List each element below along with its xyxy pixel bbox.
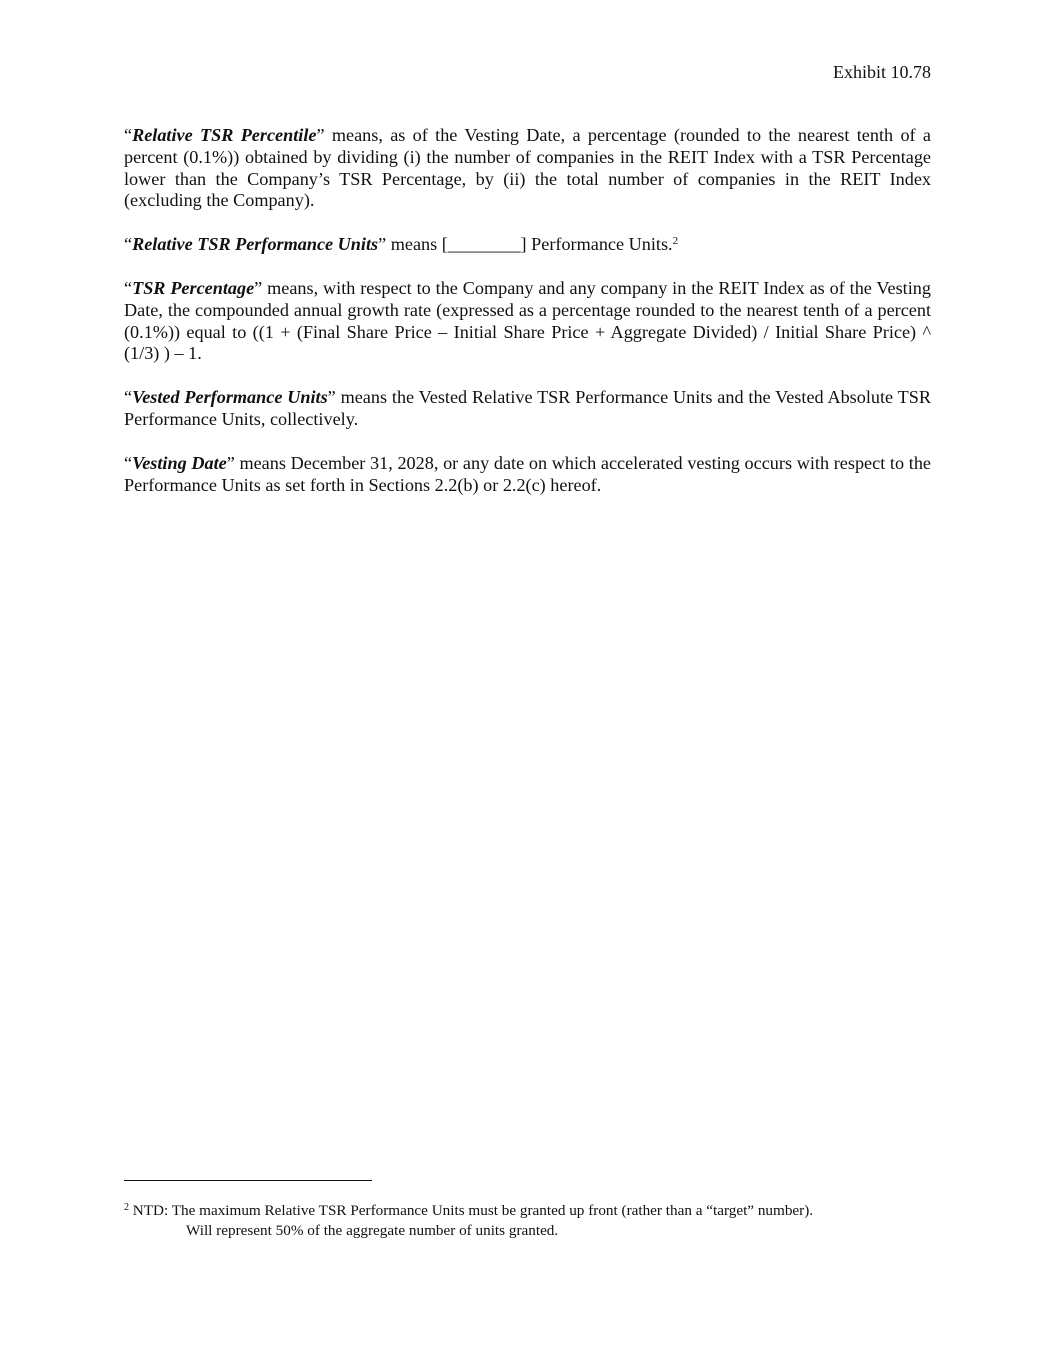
definition-vesting-date <box>124 453 931 497</box>
definition-relative-tsr-percentile <box>124 125 931 212</box>
definitions-section <box>124 125 931 518</box>
footnote <box>124 1201 924 1241</box>
definition-text: ” means [________] Performance Units. <box>378 234 673 255</box>
footnote-text: NTD: The maximum Relative TSR Performance Units must be granted up front (rather than a “target” number). <box>129 1202 814 1219</box>
definition-text: ” means December 31, 2028, or any date on which accelerated vesting occurs with respect to the Performance Units as set forth in Sections 2.2(b) or 2.2(c) hereof. <box>124 452 931 495</box>
defined-term: TSR Percentage <box>132 277 255 298</box>
defined-term: Vested Performance Units <box>132 387 328 408</box>
footnote-separator <box>124 1180 372 1181</box>
footnote-line-1 <box>124 1201 924 1221</box>
definition-text: ” means, as of the Vesting Date, a percentage (rounded to the nearest tenth of a percent (0.1%)) obtained by dividing (i) the number of companies in the REIT Index with a TSR Percentage lower than the Company’s TSR Percentage, by (ii) the total number of companies in the REIT Index (excluding the Company). <box>124 125 931 211</box>
open-quote: “ <box>124 452 133 473</box>
exhibit-label: Exhibit 10.78 <box>833 62 931 82</box>
open-quote: “ <box>124 277 133 298</box>
open-quote: “ <box>124 234 133 255</box>
footnote-reference[interactable]: 2 <box>672 235 679 248</box>
definition-relative-tsr-performance-units <box>124 234 931 256</box>
footnote-mark: 2 <box>124 1202 129 1213</box>
definition-text: ” means the Vested Relative TSR Performance Units and the Vested Absolute TSR Performance Units, collectively. <box>124 387 931 429</box>
definition-tsr-percentage <box>124 278 931 365</box>
defined-term: Vesting Date <box>132 452 227 473</box>
open-quote: “ <box>124 387 133 408</box>
definition-vested-performance-units <box>124 387 931 431</box>
footnote-line-2: Will represent 50% of the aggregate number of units granted. <box>186 1222 559 1239</box>
definition-text: ” means, with respect to the Company and any company in the REIT Index as of the Vesting Date, the compounded annual growth rate (expressed as a percentage rounded to the nearest tenth of a percent (0.1%)) equal to ((1 + (Final Share Price – Initial Share Price + Aggregate Divided) / Initial Share Price) ^ (1/3) ) – 1. <box>124 277 931 364</box>
defined-term: Relative TSR Performance Units <box>132 234 379 255</box>
defined-term: Relative TSR Percentile <box>132 125 317 145</box>
open-quote: “ <box>124 125 133 145</box>
